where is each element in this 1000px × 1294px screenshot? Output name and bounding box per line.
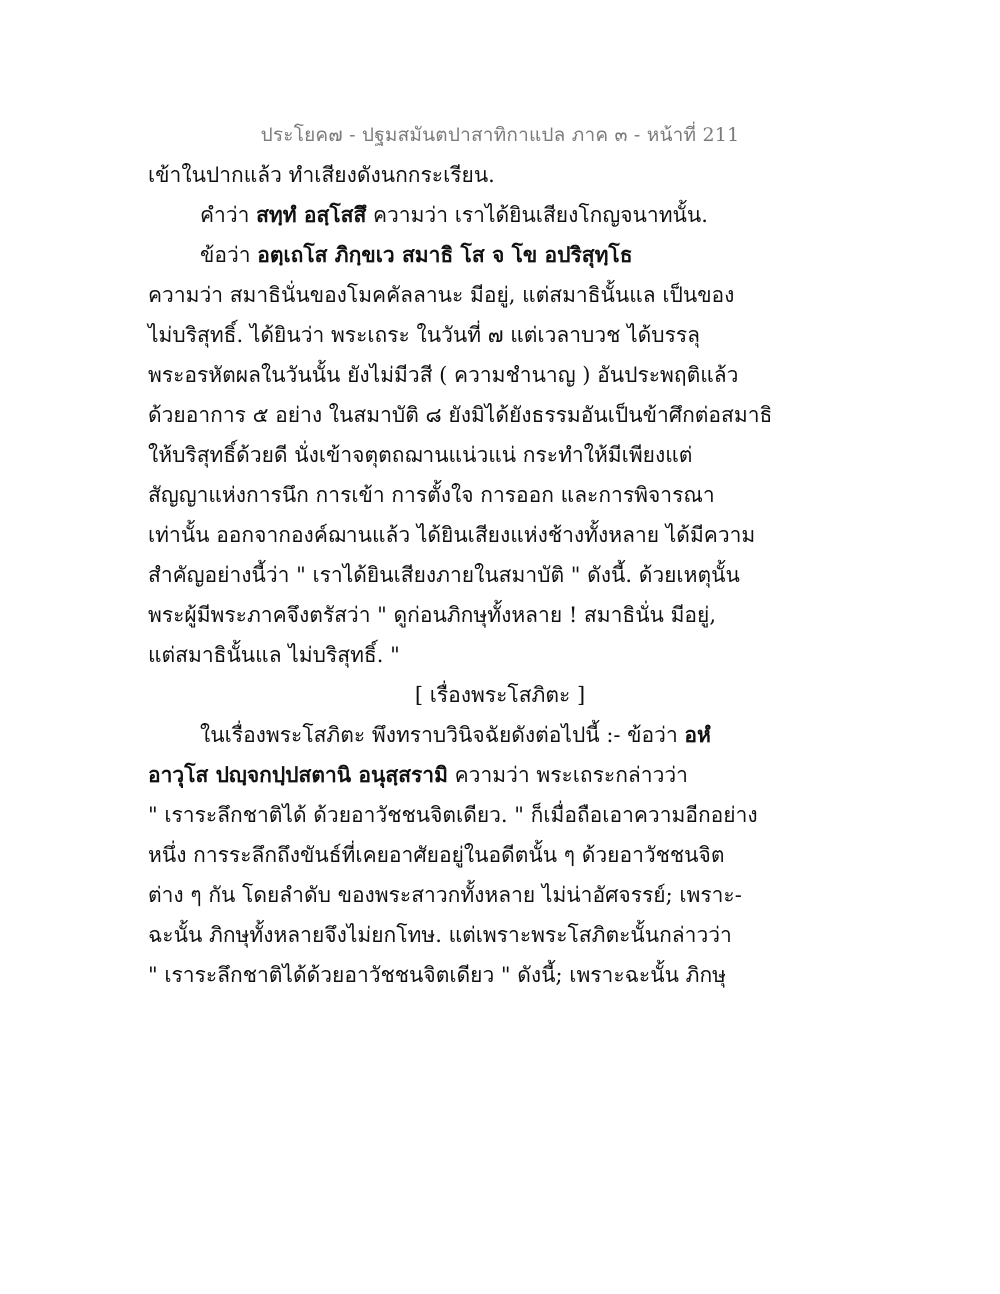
text-line-18: ต่าง ๆ กัน โดยลำดับ ของพระสาวกทั้งหลาย ไม่น่าอัศจรรย์; เพราะ- [148, 883, 742, 907]
pali-term: อาวุโส ปญฺจกปฺปสตานิ อนุสฺสรามิ [148, 762, 448, 787]
text-line-1: เข้าในปากแล้ว ทำเสียงดังนกกระเรียน. [148, 163, 495, 187]
text-line-9: สัญญาแห่งการนึก การเข้า การตั้งใจ การออก และการพิจารณา [148, 483, 715, 507]
text-line-19: ฉะนั้น ภิกษุทั้งหลายจึงไม่ยกโทษ. แต่เพราะพระโสภิตะนั้นกล่าวว่า [148, 923, 732, 947]
text-line-7: ด้วยอาการ ๕ อย่าง ในสมาบัติ ๘ ยังมิได้ยังธรรมอันเป็นข้าศึกต่อสมาธิ [148, 403, 773, 427]
pali-term: อหํ [684, 722, 711, 747]
text-line-3 [200, 240, 633, 270]
text-line-6: พระอรหัตผลในวันนั้น ยังไม่มีวสี ( ความชำนาญ ) อันประพฤติแล้ว [148, 363, 739, 387]
text-line-10: เท่านั้น ออกจากองค์ฌานแล้ว ได้ยินเสียงแห่งช้างทั้งหลาย ได้มีความ [148, 523, 756, 547]
text-line-4: ความว่า สมาธินั่นของโมคคัลลานะ มีอยู่, แต่สมาธินั้นแล เป็นของ [148, 283, 735, 307]
running-header: ประโยค๗ - ปฐมสมันตปาสาทิกาแปล ภาค ๓ - หน้าที่ 211 [260, 124, 740, 146]
text-line-5: ไม่บริสุทธิ์. ได้ยินว่า พระเถระ ในวันที่ ๗ แต่เวลาบวช ได้บรรลุ [148, 323, 701, 347]
text-line-16: " เราระลึกชาติได้ ด้วยอาวัชชนจิตเดียว. " ก็เมื่อถือเอาความอีกอย่าง [148, 803, 758, 827]
text-line-13: แต่สมาธินั้นแล ไม่บริสุทธิ์. " [148, 643, 400, 667]
pali-term: อตฺเถโส ภิกฺขเว สมาธิ โส จ โข อปริสุทฺโธ [257, 242, 633, 267]
text-plain: ความว่า พระเถระกล่าวว่า [447, 763, 688, 787]
text-line-8: ให้บริสุทธิ์ด้วยดี นั่งเข้าจตุตถฌานแน่วแน่ กระทำให้มีเพียงแต่ [148, 443, 693, 467]
text-plain: ความว่า เราได้ยินเสียงโกญจนาทนั้น. [366, 203, 708, 227]
text-line-2 [200, 200, 708, 230]
text-plain: ข้อว่า [200, 243, 258, 267]
text-line-17: หนึ่ง การระลึกถึงขันธ์ที่เคยอาศัยอยู่ในอดีตนั้น ๆ ด้วยอาวัชชนจิต [148, 843, 725, 867]
text-plain: ในเรื่องพระโสภิตะ พึงทราบวินิจฉัยดังต่อไปนี้ :- ข้อว่า [200, 723, 685, 747]
text-line-14 [200, 720, 711, 750]
text-plain: คำว่า [200, 203, 257, 227]
text-line-12: พระผู้มีพระภาคจึงตรัสว่า " ดูก่อนภิกษุทั้งหลาย ! สมาธินั่น มีอยู่, [148, 603, 717, 627]
text-line-11: สำคัญอย่างนี้ว่า " เราได้ยินเสียงภายในสมาบัติ " ดังนี้. ด้วยเหตุนั้น [148, 563, 740, 587]
pali-term: สทฺทํ อสฺโสสึ [256, 202, 367, 227]
section-title: [ เรื่องพระโสภิตะ ] [414, 683, 586, 707]
text-line-20: " เราระลึกชาติได้ด้วยอาวัชชนจิตเดียว " ดังนี้; เพราะฉะนั้น ภิกษุ [148, 963, 727, 987]
text-line-15 [148, 760, 688, 790]
